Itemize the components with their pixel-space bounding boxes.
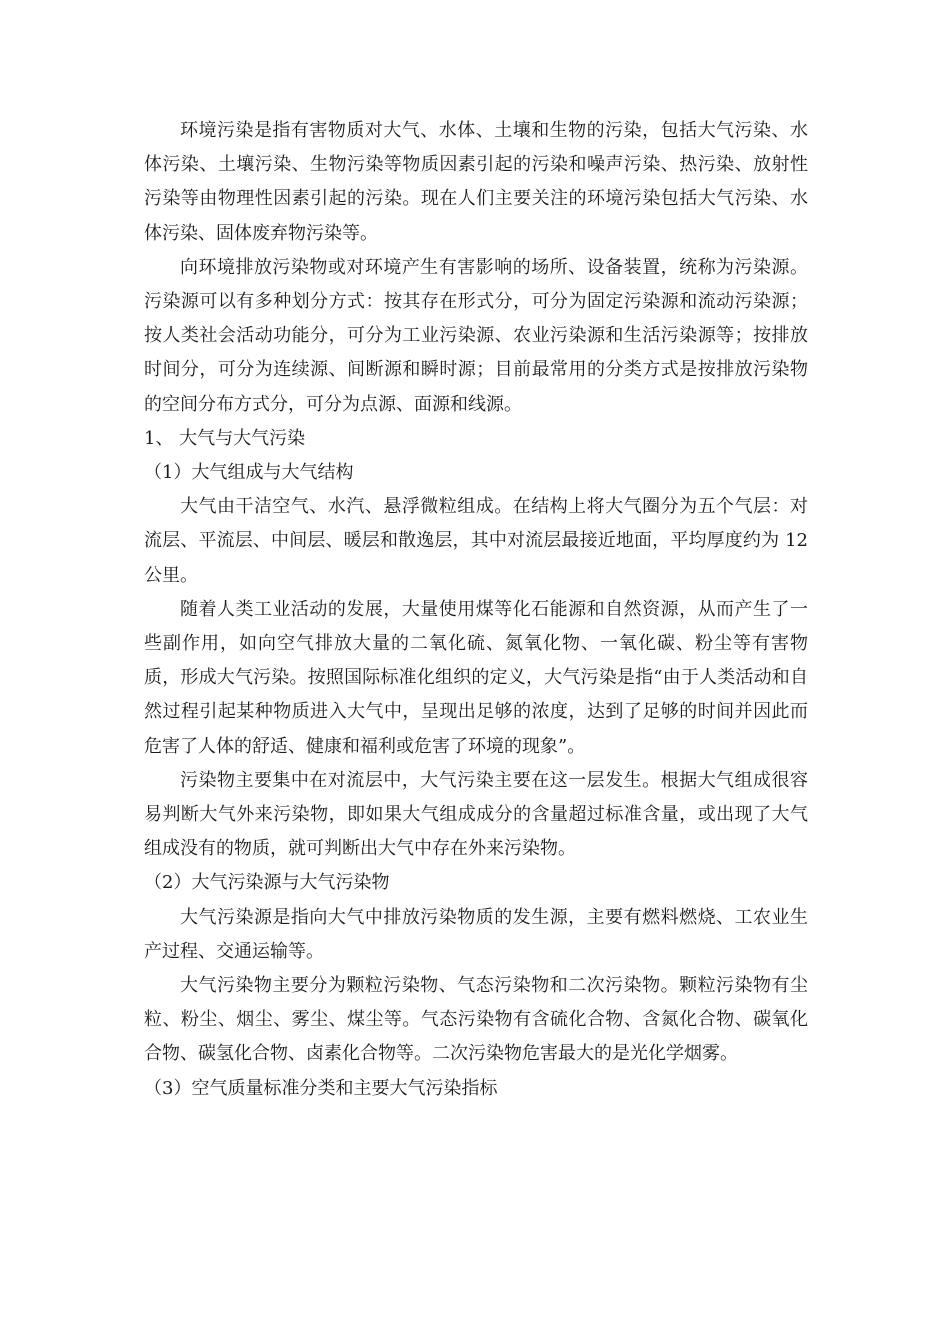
paragraph-environmental-pollution-definition: 环境污染是指有害物质对大气、水体、土壤和生物的污染，包括大气污染、水体污染、土壤污染、生物污染等物质因素引起的污染和噪声污染、热污染、放射性污染等由物理性因素引起的污染。现在人们主要关注的环境污染包括大气污染、水体污染、固体废弃物污染等。 [144,120,808,244]
subsection-heading-1: （1）大气组成与大气结构 [144,462,354,484]
paragraph-troposphere-pollutants: 污染物主要集中在对流层中，大气污染主要在这一层发生。根据大气组成很容易判断大气外来污染物，即如果大气组成成分的含量超过标准含量，或出现了大气组成没有的物质，就可判断出大气中存在外来污染物。 [144,769,808,860]
paragraph-pollution-source: 向环境排放污染物或对环境产生有害影响的场所、设备装置，统称为污染源。污染源可以有多种划分方式：按其存在形式分，可分为固定污染源和流动污染源；按人类社会活动功能分，可分为工业污染源、农业污染源和生活污染源等；按排放时间分，可分为连续源、间断源和瞬时源；目前最常用的分类方式是按排放污染物的空间分布方式分，可分为点源、面源和线源。 [144,256,808,415]
paragraph-air-pollution-source: 大气污染源是指向大气中排放污染物质的发生源，主要有燃料燃烧、工农业生产过程、交通运输等。 [144,906,808,962]
paragraph-atmosphere-structure: 大气由干洁空气、水汽、悬浮微粒组成。在结构上将大气圈分为五个气层：对流层、平流层、中间层、暖层和散逸层，其中对流层最接近地面，平均厚度约为 12 公里。 [144,496,808,586]
section-heading-atmosphere: 1、 大气与大气污染 [144,427,306,449]
paragraph-air-pollutant-types: 大气污染物主要分为颗粒污染物、气态污染物和二次污染物。颗粒污染物有尘粒、粉尘、烟尘、雾尘、煤尘等。气态污染物有含硫化合物、含氮化合物、碳氧化合物、碳氢化合物、卤素化合物等。二次污染物危害最大的是光化学烟雾。 [144,975,808,1065]
subsection-heading-3: （3）空气质量标准分类和主要大气污染指标 [144,1077,498,1099]
paragraph-air-pollution-definition: 随着人类工业活动的发展，大量使用煤等化石能源和自然资源，从而产生了一些副作用，如向空气排放大量的二氧化硫、氮氧化物、一氧化碳、粉尘等有害物质，形成大气污染。按照国际标准化组织的定义，大气污染是指“由于人类活动和自然过程引起某种物质进入大气中，呈现出足够的浓度，达到了足够的时间并因此而危害了人体的舒适、健康和福利或危害了环境的现象”。 [144,598,808,757]
subsection-heading-2: （2）大气污染源与大气污染物 [144,872,390,894]
document-body [144,114,808,1106]
